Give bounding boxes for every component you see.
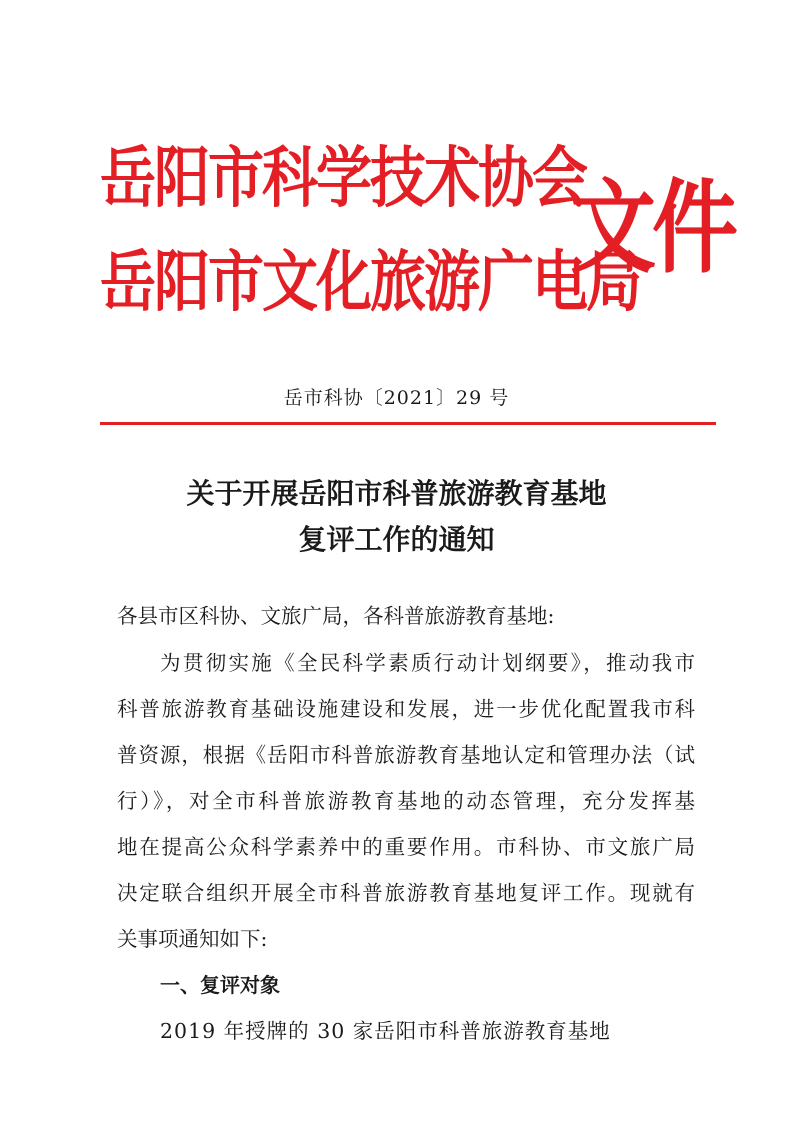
document-word: 文件 xyxy=(570,169,734,288)
paragraph-line: 行）》，对全市科普旅游教育基地的动态管理，充分发挥基 xyxy=(117,789,695,813)
red-divider xyxy=(100,422,716,425)
paragraph-line: 决定联合组织开展全市科普旅游教育基地复评工作。现就有 xyxy=(117,881,695,905)
section-heading: 一、复评对象 xyxy=(160,973,280,997)
title-line-2: 复评工作的通知 xyxy=(298,523,495,556)
title-line-1: 关于开展岳阳市科普旅游教育基地 xyxy=(186,477,607,510)
document-number: 岳市科协〔2021〕29 号 xyxy=(283,387,510,409)
section-text: 2019 年授牌的 30 家岳阳市科普旅游教育基地 xyxy=(160,1019,611,1043)
paragraph-line: 普资源，根据《岳阳市科普旅游教育基地认定和管理办法（试 xyxy=(117,743,695,767)
salutation: 各县市区科协、文旅广局，各科普旅游教育基地: xyxy=(117,604,555,628)
issuer-line-1: 岳阳市科学技术协会 xyxy=(100,140,586,217)
issuer-line-2: 岳阳市文化旅游广电局 xyxy=(100,244,640,321)
document-header xyxy=(100,140,734,350)
paragraph-line: 为贯彻实施《全民科学素质行动计划纲要》，推动我市 xyxy=(160,651,695,675)
paragraph-line: 地在提高公众科学素养中的重要作用。市科协、市文旅广局 xyxy=(117,835,695,859)
paragraph-line: 关事项通知如下: xyxy=(117,927,268,951)
paragraph-line: 科普旅游教育基础设施建设和发展，进一步优化配置我市科 xyxy=(117,697,695,721)
